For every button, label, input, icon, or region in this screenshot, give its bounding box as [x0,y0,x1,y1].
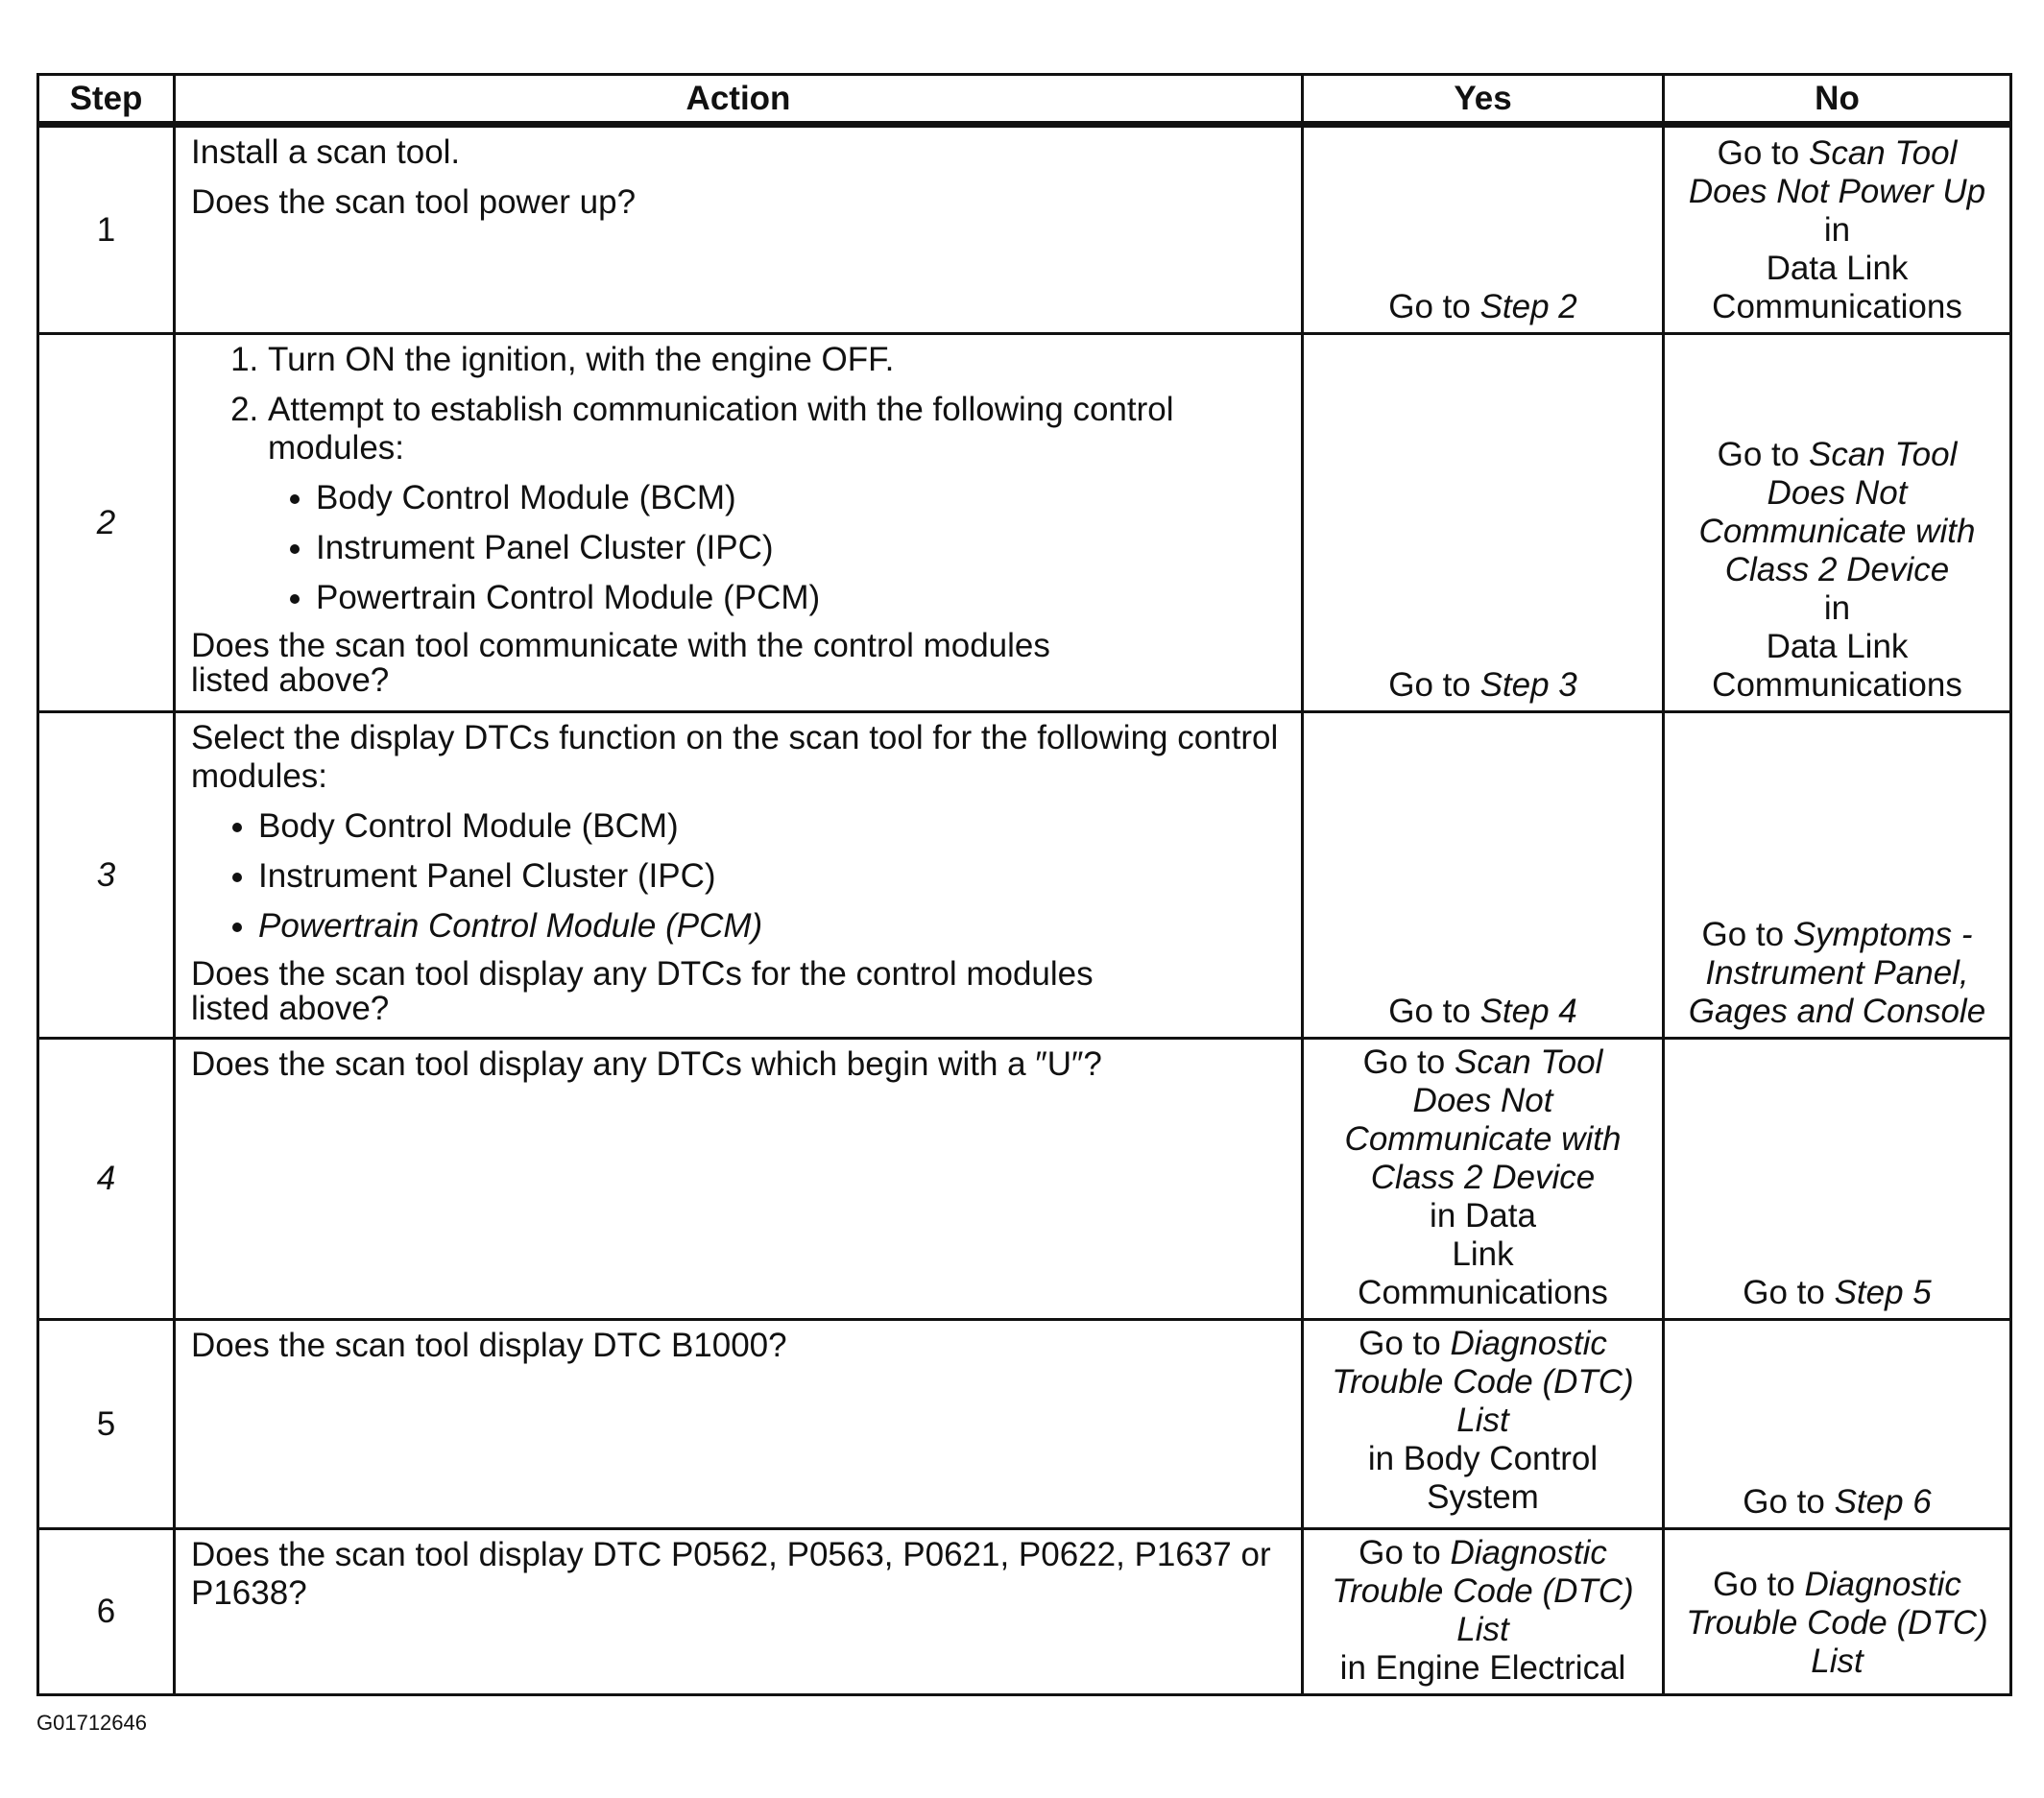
bullet-item: • Instrument Panel Cluster (IPC) [258,857,1287,896]
goto-prefix: Go to [1743,1274,1835,1311]
table-row-step-5 [38,1320,2011,1529]
location-text: Communications [1712,288,1962,325]
goto-prefix: Go to [1388,288,1480,325]
reference-link[interactable]: Does Not [1412,1082,1553,1119]
step-number: 2 [38,334,175,712]
table-row-step-2 [38,334,2011,712]
step-link[interactable]: Step 5 [1834,1274,1932,1311]
diagnostic-table [36,73,2012,1696]
reference-link[interactable]: Does Not [1767,474,1908,512]
reference-link[interactable]: Does Not Power Up [1688,173,1986,210]
action-question [191,957,1287,1026]
table-row-step-1 [38,125,2011,334]
goto-prefix: Go to [1359,1325,1451,1362]
location-text: Data Link [1766,628,1909,665]
step-link[interactable]: Step 4 [1479,993,1577,1030]
yes-cell [1303,125,1664,334]
step-number: 5 [38,1320,175,1529]
header-no: No [1664,75,2011,125]
yes-cell [1303,334,1664,712]
location-text: System [1427,1478,1539,1516]
reference-link[interactable]: Scan Tool [1454,1043,1603,1081]
list-item-text: Attempt to establish communication with the following control modules: [268,391,1174,467]
header-action: Action [175,75,1303,125]
action-question: Does the scan tool display any DTCs which begin with a ″U″? [191,1045,1102,1083]
reference-link[interactable]: Diagnostic [1450,1534,1607,1571]
table-row-step-3 [38,712,2011,1039]
no-cell [1664,1529,2011,1695]
reference-link[interactable]: Diagnostic [1450,1325,1607,1362]
location-text: in Engine Electrical [1339,1649,1626,1687]
action-cell [175,334,1303,712]
action-cell [175,1529,1303,1695]
question-line: listed above? [191,661,390,699]
table-row-step-4 [38,1039,2011,1320]
location-text: in Body Control [1367,1440,1599,1477]
goto-prefix: Go to [1388,993,1480,1030]
reference-link[interactable]: Diagnostic [1804,1566,1961,1603]
bullet-list [268,479,1287,617]
goto-prefix: Go to [1717,436,1809,473]
bullet-item: • Powertrain Control Module (PCM) [258,907,1287,946]
table-row-step-6 [38,1529,2011,1695]
action-text: Select the display DTCs function on the scan tool for the following control modules: [191,719,1279,795]
list-item [268,391,1287,617]
bullet-item: • Body Control Module (BCM) [258,807,1287,846]
action-text: Install a scan tool. [191,133,461,171]
location-text: Communications [1358,1274,1608,1311]
bullet-item: • Body Control Module (BCM) [316,479,1287,517]
yes-cell [1303,1529,1664,1695]
question-line: Does the scan tool communicate with the control modules [191,627,1050,664]
action-question: Does the scan tool display DTC P0562, P0563, P0621, P0622, P1637 or P1638? [191,1536,1271,1612]
action-cell [175,1039,1303,1320]
reference-link[interactable]: Class 2 Device [1724,551,1950,588]
header-step: Step [38,75,175,125]
no-cell [1664,1320,2011,1529]
reference-link[interactable]: Trouble Code (DTC) [1332,1572,1634,1610]
no-cell [1664,712,2011,1039]
header-yes: Yes [1303,75,1664,125]
goto-prefix: Go to [1388,666,1480,704]
action-question [191,629,1287,698]
header-row [38,75,2011,125]
reference-link[interactable]: Communicate with [1698,513,1976,550]
location-text: in Data [1430,1197,1536,1235]
in-text: in [1823,589,1851,627]
yes-cell [1303,1320,1664,1529]
reference-link[interactable]: Class 2 Device [1370,1159,1596,1196]
action-cell [175,712,1303,1039]
goto-prefix: Go to [1701,916,1793,953]
goto-prefix: Go to [1743,1483,1835,1521]
goto-prefix: Go to [1717,134,1809,172]
action-cell [175,1320,1303,1529]
reference-link[interactable]: Scan Tool [1808,436,1958,473]
no-cell [1664,1039,2011,1320]
reference-link[interactable]: Symptoms - [1792,916,1973,953]
goto-prefix: Go to [1362,1043,1455,1081]
location-text: Data Link [1766,250,1909,287]
reference-link[interactable]: Trouble Code (DTC) [1332,1363,1634,1401]
yes-cell [1303,1039,1664,1320]
step-link[interactable]: Step 3 [1479,666,1577,704]
question-line: listed above? [191,990,390,1027]
action-cell [175,125,1303,334]
reference-link[interactable]: Instrument Panel, [1705,954,1969,992]
step-number: 1 [38,125,175,334]
location-text: Communications [1712,666,1962,704]
question-line: Does the scan tool display any DTCs for the control modules [191,955,1094,993]
bullet-item: • Instrument Panel Cluster (IPC) [316,529,1287,567]
no-cell [1664,125,2011,334]
reference-link[interactable]: Communicate with [1344,1120,1622,1158]
step-number: 6 [38,1529,175,1695]
step-number: 4 [38,1039,175,1320]
location-text: Link [1452,1235,1514,1273]
action-question: Does the scan tool display DTC B1000? [191,1327,787,1364]
reference-link[interactable]: List [1456,1402,1509,1439]
numbered-list [191,341,1287,617]
goto-prefix: Go to [1359,1534,1451,1571]
bullet-item: • Powertrain Control Module (PCM) [316,579,1287,617]
list-item: 1. Turn ON the ignition, with the engine OFF. [268,341,1287,379]
in-text: in [1823,211,1851,249]
reference-link[interactable]: List [1811,1642,1864,1680]
step-link[interactable]: Step 6 [1834,1483,1932,1521]
action-question: Does the scan tool power up? [191,183,637,221]
reference-link[interactable]: Trouble Code (DTC) [1686,1604,1988,1642]
reference-link[interactable]: List [1456,1611,1509,1648]
no-cell [1664,334,2011,712]
reference-link[interactable]: Scan Tool [1808,134,1958,172]
reference-link[interactable]: Gages and Console [1688,993,1986,1030]
goto-prefix: Go to [1713,1566,1805,1603]
step-link[interactable]: Step 2 [1479,288,1577,325]
yes-cell [1303,712,1664,1039]
bullet-list [191,807,1287,946]
figure-code: G01712646 [36,1711,147,1735]
step-number: 3 [38,712,175,1039]
